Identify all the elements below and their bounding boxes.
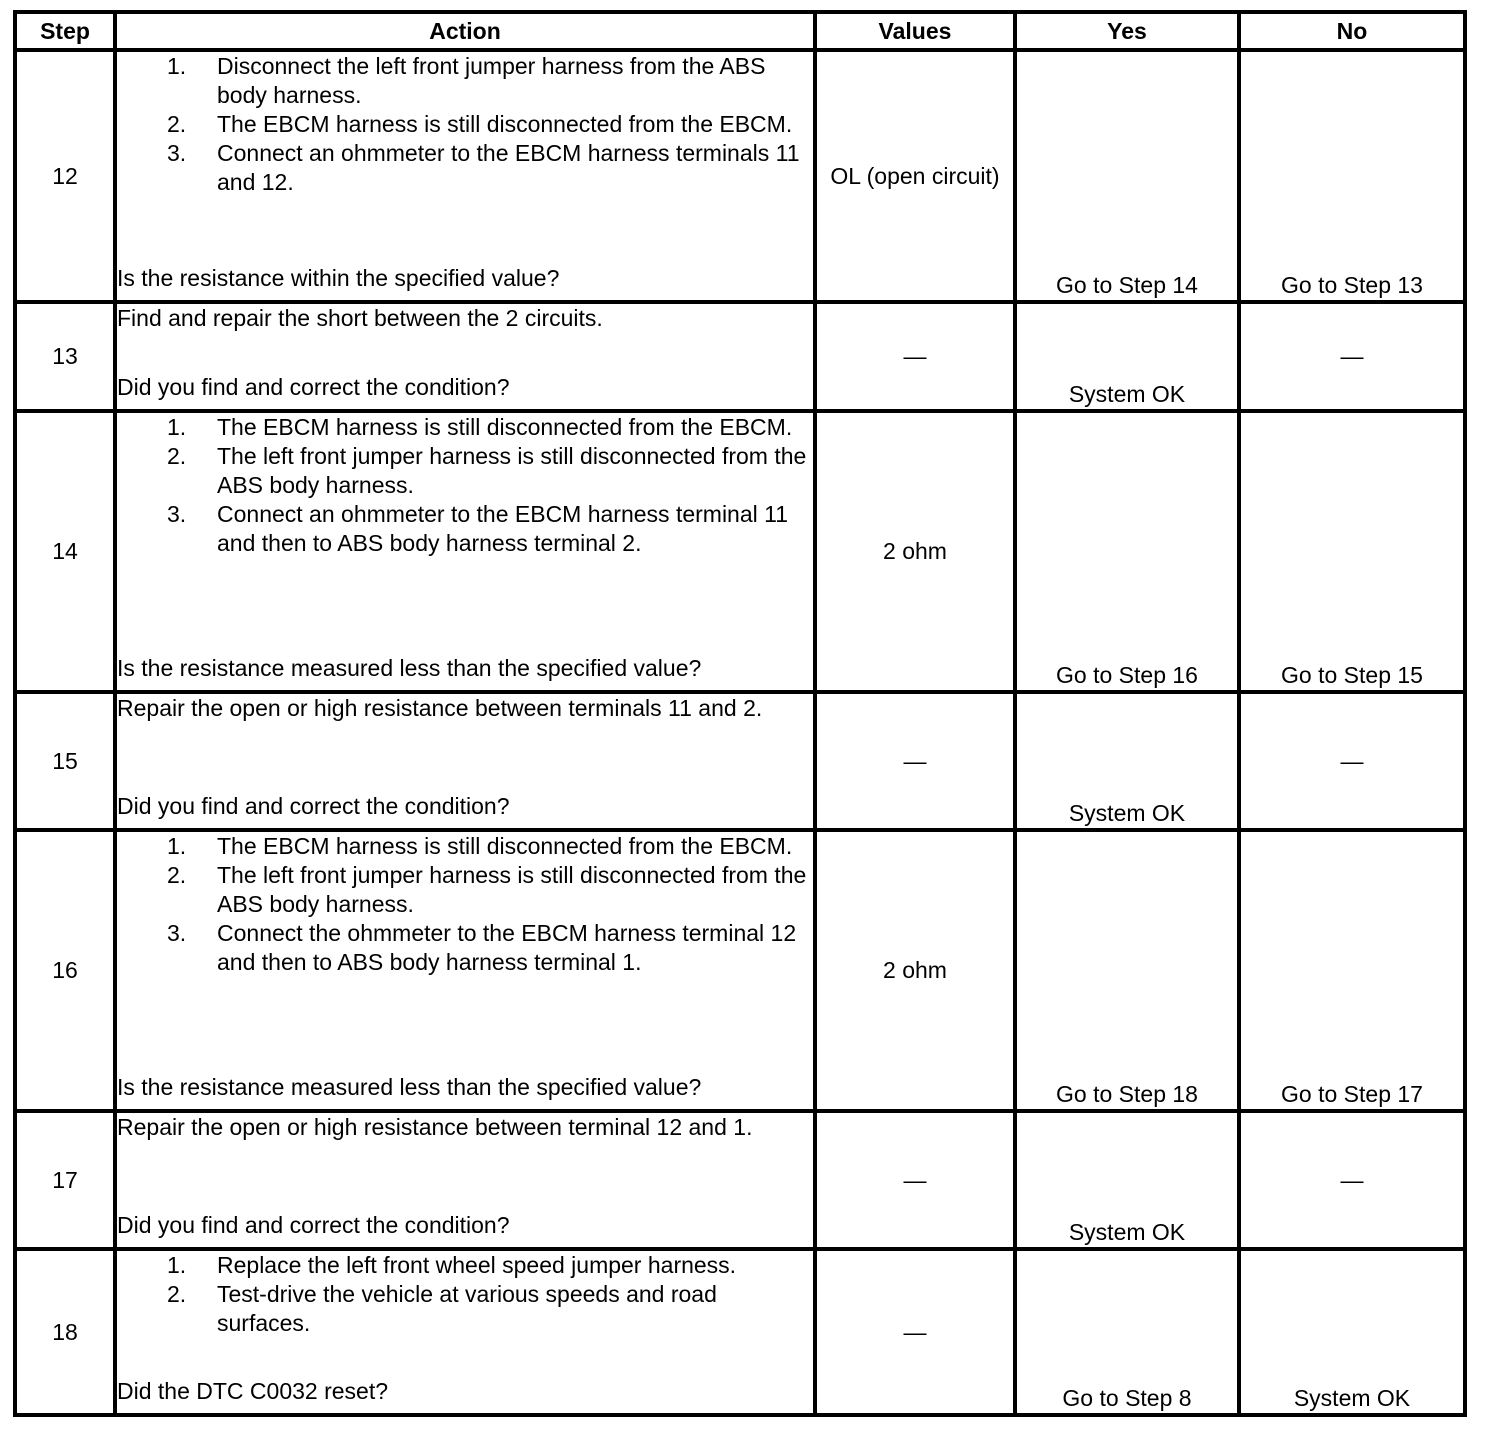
action-cell (115, 1249, 815, 1415)
value-cell: — (815, 1111, 1015, 1249)
diagnostic-table (13, 10, 1467, 1417)
action-question: Is the resistance measured less than the specified value? (117, 1074, 702, 1100)
step-number: 17 (15, 1111, 115, 1249)
yes-cell: Go to Step 14 (1015, 50, 1239, 302)
step-number: 12 (15, 50, 115, 302)
yes-cell: Go to Step 18 (1015, 830, 1239, 1111)
list-item: 1. Replace the left front wheel speed jumper harness. (117, 1251, 813, 1280)
header-values: Values (815, 12, 1015, 50)
table-row (15, 830, 1465, 1111)
action-step-text: Connect an ohmmeter to the EBCM harness terminals 11 and 12. (217, 140, 800, 195)
header-row (15, 12, 1465, 50)
value-cell: — (815, 692, 1015, 830)
step-number: 14 (15, 411, 115, 692)
no-cell: — (1239, 302, 1465, 411)
value-cell: OL (open circuit) (815, 50, 1015, 302)
action-text: Repair the open or high resistance between terminals 11 and 2. (117, 695, 763, 721)
header-no: No (1239, 12, 1465, 50)
no-cell: Go to Step 17 (1239, 830, 1465, 1111)
list-item: 2. The left front jumper harness is still disconnected from the ABS body harness. (117, 861, 813, 919)
step-number: 18 (15, 1249, 115, 1415)
action-cell (115, 1111, 815, 1249)
list-item: 3. Connect the ohmmeter to the EBCM harness terminal 12 and then to ABS body harness terminal 1. (117, 919, 813, 977)
yes-cell: System OK (1015, 692, 1239, 830)
value-cell: — (815, 1249, 1015, 1415)
list-item: 3. Connect an ohmmeter to the EBCM harness terminal 11 and then to ABS body harness terminal 2. (117, 500, 813, 558)
no-cell: — (1239, 1111, 1465, 1249)
list-item: 2. The left front jumper harness is still disconnected from the ABS body harness. (117, 442, 813, 500)
action-cell (115, 302, 815, 411)
list-item: 2. The EBCM harness is still disconnected from the EBCM. (117, 110, 813, 139)
value-cell: — (815, 302, 1015, 411)
action-cell (115, 692, 815, 830)
action-step-text: The left front jumper harness is still disconnected from the ABS body harness. (217, 443, 807, 498)
action-cell (115, 830, 815, 1111)
action-step-text: The EBCM harness is still disconnected from the EBCM. (217, 111, 793, 137)
table-row (15, 411, 1465, 692)
yes-cell: Go to Step 8 (1015, 1249, 1239, 1415)
table-row (15, 1249, 1465, 1415)
action-step-text: Replace the left front wheel speed jumper harness. (217, 1252, 737, 1278)
step-number: 15 (15, 692, 115, 830)
action-step-text: Connect the ohmmeter to the EBCM harness terminal 12 and then to ABS body harness terminal 1. (217, 920, 797, 975)
list-item: 1. The EBCM harness is still disconnected from the EBCM. (117, 832, 813, 861)
action-question: Is the resistance measured less than the specified value? (117, 655, 702, 681)
list-item: 1. Disconnect the left front jumper harness from the ABS body harness. (117, 52, 813, 110)
table-row (15, 302, 1465, 411)
action-question: Did the DTC C0032 reset? (117, 1378, 389, 1404)
step-number: 13 (15, 302, 115, 411)
list-item: 3. Connect an ohmmeter to the EBCM harness terminals 11 and 12. (117, 139, 813, 197)
action-cell (115, 411, 815, 692)
action-question: Did you find and correct the condition? (117, 1212, 510, 1238)
no-cell: Go to Step 13 (1239, 50, 1465, 302)
table-row (15, 692, 1465, 830)
action-step-text: The left front jumper harness is still disconnected from the ABS body harness. (217, 862, 807, 917)
action-steps (117, 413, 813, 558)
list-item: 2. Test-drive the vehicle at various speeds and road surfaces. (117, 1280, 813, 1338)
action-step-text: The EBCM harness is still disconnected from the EBCM. (217, 833, 793, 859)
no-cell: System OK (1239, 1249, 1465, 1415)
yes-cell: Go to Step 16 (1015, 411, 1239, 692)
header-action: Action (115, 12, 815, 50)
table-row (15, 50, 1465, 302)
header-step: Step (15, 12, 115, 50)
no-cell: — (1239, 692, 1465, 830)
action-text: Find and repair the short between the 2 circuits. (117, 305, 603, 331)
action-question: Did you find and correct the condition? (117, 374, 510, 400)
header-yes: Yes (1015, 12, 1239, 50)
no-cell: Go to Step 15 (1239, 411, 1465, 692)
action-steps (117, 1251, 813, 1338)
action-steps (117, 52, 813, 197)
list-item: 1. The EBCM harness is still disconnected from the EBCM. (117, 413, 813, 442)
action-cell (115, 50, 815, 302)
action-text: Repair the open or high resistance between terminal 12 and 1. (117, 1114, 753, 1140)
action-question: Is the resistance within the specified value? (117, 265, 560, 291)
action-step-text: The EBCM harness is still disconnected from the EBCM. (217, 414, 793, 440)
action-steps (117, 832, 813, 977)
step-number: 16 (15, 830, 115, 1111)
action-step-text: Connect an ohmmeter to the EBCM harness terminal 11 and then to ABS body harness terminal 2. (217, 501, 789, 556)
value-cell: 2 ohm (815, 830, 1015, 1111)
action-step-text: Disconnect the left front jumper harness from the ABS body harness. (217, 53, 766, 108)
table-row (15, 1111, 1465, 1249)
yes-cell: System OK (1015, 1111, 1239, 1249)
value-cell: 2 ohm (815, 411, 1015, 692)
action-step-text: Test-drive the vehicle at various speeds and road surfaces. (217, 1281, 717, 1336)
action-question: Did you find and correct the condition? (117, 793, 510, 819)
yes-cell: System OK (1015, 302, 1239, 411)
